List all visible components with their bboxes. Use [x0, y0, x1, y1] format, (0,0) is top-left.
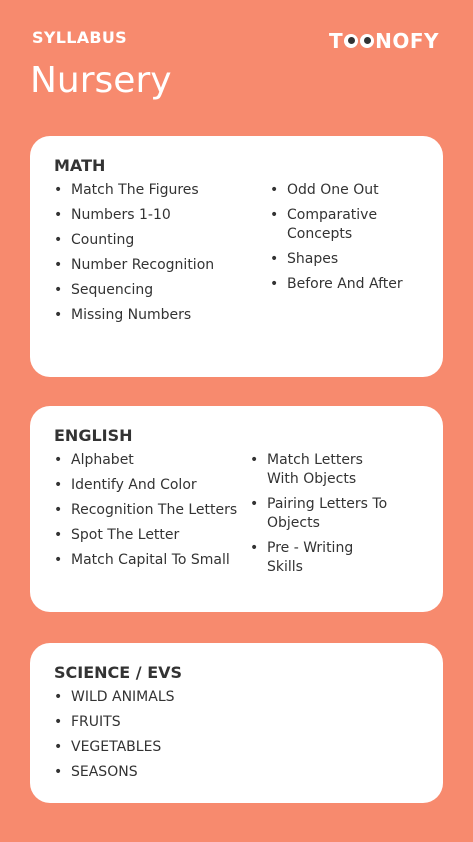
list-item: • Match Letters With Objects — [250, 451, 390, 489]
list-item: • Match Capital To Small — [54, 551, 250, 570]
list-item: • Odd One Out — [270, 181, 410, 200]
list-item: • Match The Figures — [54, 181, 270, 200]
list-item: • Pre - Writing Skills — [250, 539, 390, 577]
english-section — [30, 406, 443, 612]
page-title: Nursery — [30, 60, 172, 101]
cartoon-eyes-icon — [343, 34, 375, 48]
list-item: • Comparative Concepts — [270, 206, 410, 244]
topic-list — [270, 181, 410, 331]
logo-text-end: NOFY — [375, 29, 439, 53]
list-item: • Recognition The Letters — [54, 501, 250, 520]
topic-list — [54, 451, 250, 583]
list-item: • Shapes — [270, 250, 410, 269]
logo-text-start: T — [328, 29, 344, 53]
list-item: • Missing Numbers — [54, 306, 270, 325]
list-item: • Sequencing — [54, 281, 270, 300]
list-item: • Number Recognition — [54, 256, 270, 275]
list-item: • Pairing Letters To Objects — [250, 495, 390, 533]
list-item: • Before And After — [270, 275, 410, 294]
section-title: ENGLISH — [54, 426, 133, 445]
list-item: • SEASONS — [54, 763, 354, 782]
list-item: • FRUITS — [54, 713, 354, 732]
section-title: SCIENCE / EVS — [54, 663, 183, 682]
topic-list — [54, 688, 354, 788]
list-item: • Alphabet — [54, 451, 250, 470]
topic-list — [54, 181, 270, 331]
brand-logo — [329, 29, 439, 53]
list-item: • Numbers 1-10 — [54, 206, 270, 225]
list-item: • Spot The Letter — [54, 526, 250, 545]
math-section — [30, 136, 443, 377]
science-section — [30, 643, 443, 803]
section-title: MATH — [54, 156, 106, 175]
list-item: • VEGETABLES — [54, 738, 354, 757]
list-item: • Counting — [54, 231, 270, 250]
list-item: • Identify And Color — [54, 476, 250, 495]
topic-list — [250, 451, 390, 583]
header-label: SYLLABUS — [32, 28, 127, 47]
list-item: • WILD ANIMALS — [54, 688, 354, 707]
